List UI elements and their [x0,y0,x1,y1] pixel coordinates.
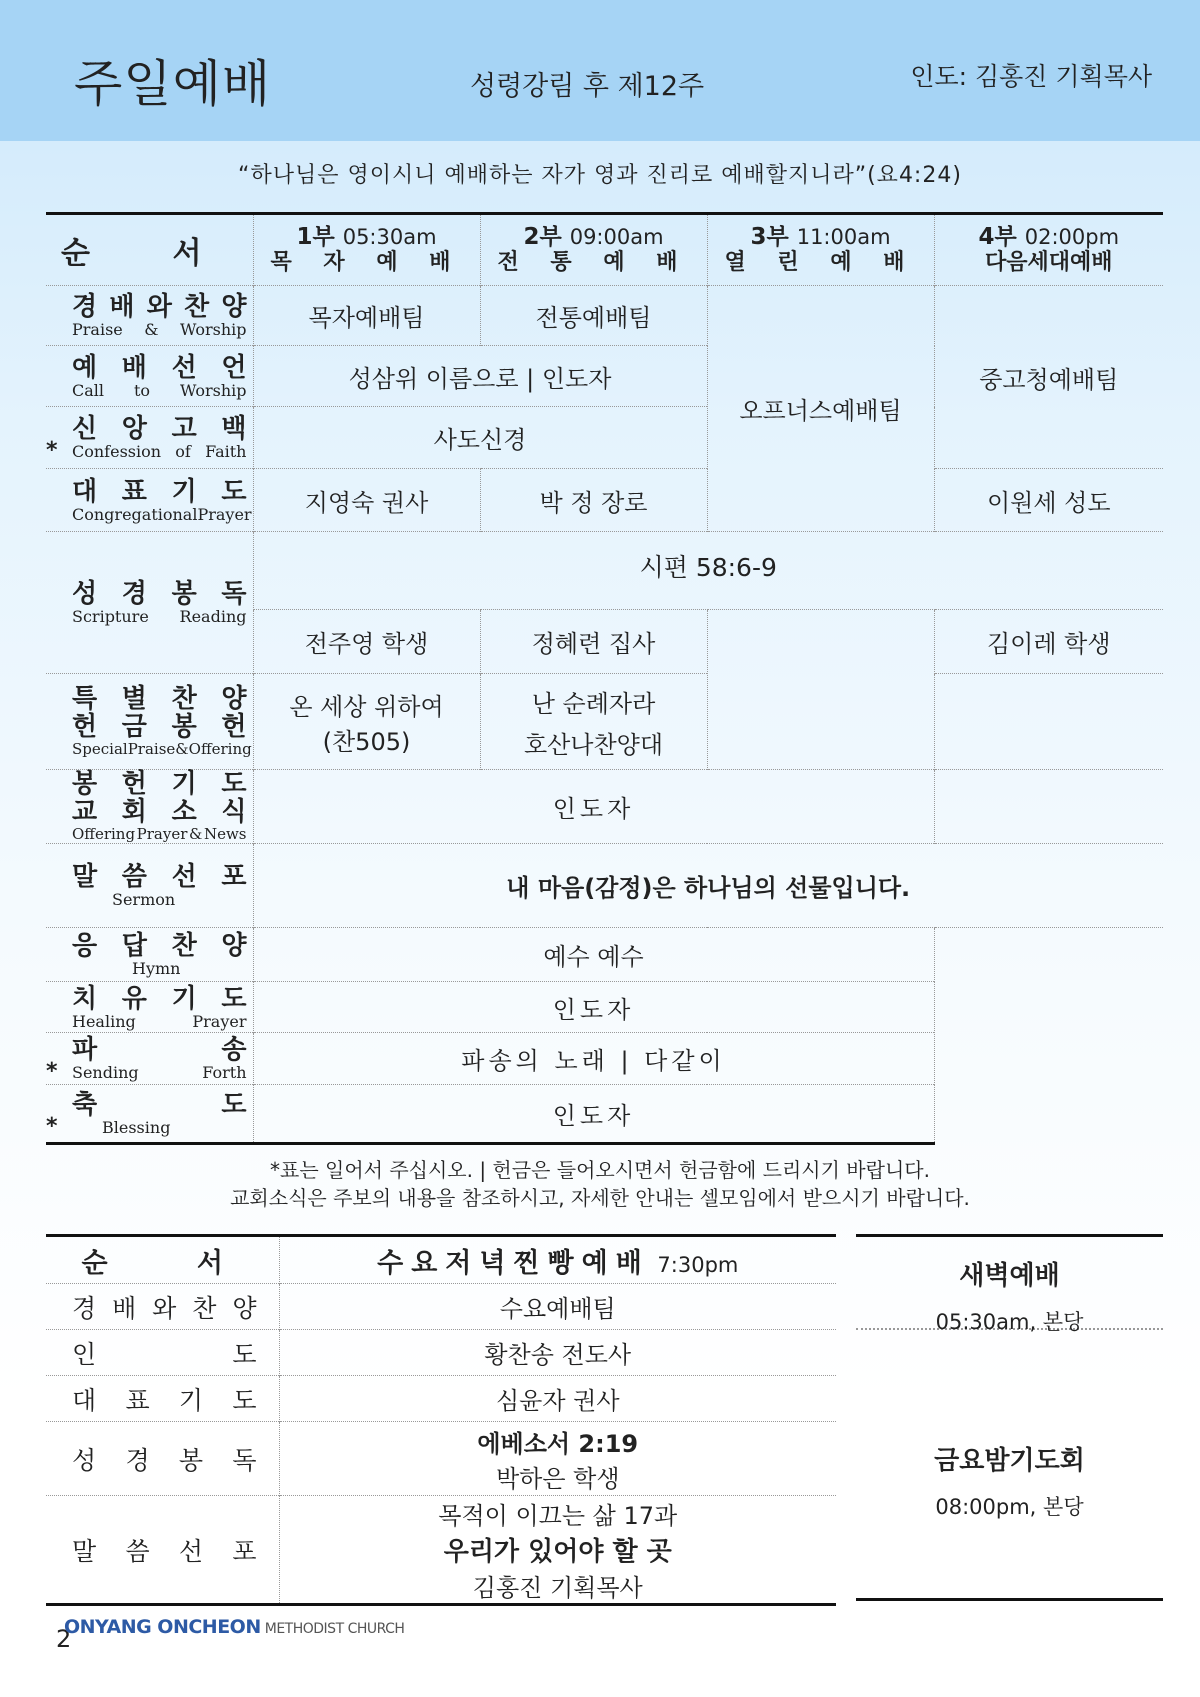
row-label-praise [46,286,253,346]
praise-2: 전통예배팀 [480,286,707,346]
sending-song: 파송의 노래 | 다같이 [253,1033,934,1085]
row-value: 에베소서 2:19 박하은 학생 [279,1422,836,1496]
page-title: 주일예배 [74,55,272,113]
standing-mark: * [46,1113,58,1139]
row-label-scripture: 성 경 봉 독 Scripture Reading [46,532,253,674]
row-value: 황찬송 전도사 [279,1330,836,1376]
healing-leader: 인도자 [253,982,934,1033]
row-label-call: 예 배 선 언 Call to Worship [46,346,253,407]
table-row [46,1330,836,1376]
service-1-header: 1부 05:30am 목 자 예 배 [253,214,480,286]
standing-mark: * [46,437,58,463]
side-schedule [856,1234,1163,1601]
wednesday-order-table [46,1234,836,1606]
friday-prayer: 금요밤기도회 08:00pm, 본당 [934,1446,1085,1519]
row-label: 경 배 와 찬 양 [46,1284,279,1330]
row-label-blessing: * 축 도 Blessing [46,1085,253,1144]
page-header [0,0,1200,141]
special-1: 온 세상 위하여 (찬505) [253,674,480,770]
table-row [46,286,1163,346]
row-label-sending: * 파 송 Sending Forth [46,1033,253,1085]
page-subtitle: 성령강림 후 제12주 [470,71,705,102]
table-row [46,1422,836,1496]
row-label: 대 표 기 도 [46,1376,279,1422]
order-header: 순 서 [46,214,253,286]
row-label-sermon: 말 씀 선 포 Sermon [46,844,253,928]
table-row [46,928,1163,982]
en-label: Praise & Worship [72,320,247,339]
table-row [46,770,1163,844]
row-label: 성 경 봉 독 [46,1422,279,1496]
ko-label: 경 배 와 찬 양 [72,292,247,322]
special-2: 난 순례자라 호산나찬양대 [480,674,707,770]
row-label-offering: 봉 헌 기 도 교 회 소 식 Offering Prayer & News [46,770,253,844]
sermon-title: 내 마음(감정)은 하나님의 선물입니다. [253,844,1163,928]
row-label-hymn: 응 답 찬 양 Hymn [46,928,253,982]
reader-4: 김이레 학생 [934,610,1163,674]
youth-worship-team: 중고청예배팀 [934,286,1163,469]
offering-leader: 인도자 [253,770,934,844]
dawn-service: 새벽예배 05:30am, 본당 [856,1237,1163,1330]
table-row [46,469,1163,532]
service-3-header: 3부 11:00am 열 린 예 배 [707,214,934,286]
row-label: 말 씀 선 포 [46,1496,279,1605]
table-row [46,532,1163,610]
table-header-row [46,1236,836,1284]
benediction-leader: 인도자 [253,1085,934,1144]
reader-2: 정혜련 집사 [480,610,707,674]
table-row [46,674,1163,770]
bible-verse: “하나님은 영이시니 예배하는 자가 영과 진리로 예배할지니라”(요4:24) [238,163,962,188]
row-label-creed: * 신 앙 고 백 Confession of Faith [46,407,253,469]
order-header: 순 서 [46,1236,279,1284]
empty-cell [934,770,1163,844]
row-label-healing: 치 유 기 도 Healing Prayer [46,982,253,1033]
prayer-1: 지영숙 권사 [253,469,480,532]
prayer-4: 이원세 성도 [934,469,1163,532]
wednesday-title: 수요저녁찐빵예배 7:30pm [279,1236,836,1284]
table-row [46,844,1163,928]
worship-leader: 인도: 김홍진 기획목사 [910,62,1152,91]
table-row [46,1376,836,1422]
row-value: 심윤자 권사 [279,1376,836,1422]
prayer-2: 박 정 장로 [480,469,707,532]
standing-mark: * [46,1058,58,1084]
table-row [46,1284,836,1330]
service-4-header: 4부 02:00pm 다음세대예배 [934,214,1163,286]
praise-1: 목자예배팀 [253,286,480,346]
table-header-row [46,214,1163,286]
row-label-prayer: 대 표 기 도 Congregational Prayer [46,469,253,532]
row-label: 인 도 [46,1330,279,1376]
page-number: 2 [56,1625,72,1653]
empty-cell [707,610,934,770]
open-worship-team: 오프너스예배팀 [707,286,934,532]
empty-cell [934,928,1163,1144]
empty-cell [934,674,1163,770]
notice-text: *표는 일어서 주십시오. | 헌금은 들어오시면서 헌금함에 드리시기 바랍니다. 교회소식은 주보의 내용을 참조하시고, 자세한 안내는 셀모임에서 받으시기 바랍니다. [230,1158,970,1210]
hymn-title: 예수 예수 [253,928,934,982]
church-logo: ONYANG ONCHEON METHODIST CHURCH [64,1616,405,1638]
table-row [46,1496,836,1605]
row-value: 수요예배팀 [279,1284,836,1330]
reader-1: 전주영 학생 [253,610,480,674]
service-2-header: 2부 09:00am 전 통 예 배 [480,214,707,286]
row-value: 목적이 이끄는 삶 17과 우리가 있어야 할 곳 김홍진 기획목사 [279,1496,836,1605]
sunday-order-table [46,212,1163,1145]
creed: 사도신경 [253,407,707,469]
scripture-reference: 시편 58:6-9 [253,532,1163,610]
call-to-worship: 성삼위 이름으로 | 인도자 [253,346,707,407]
row-label-special: 특 별 찬 양 헌 금 봉 헌 Special Praise & Offering [46,674,253,770]
